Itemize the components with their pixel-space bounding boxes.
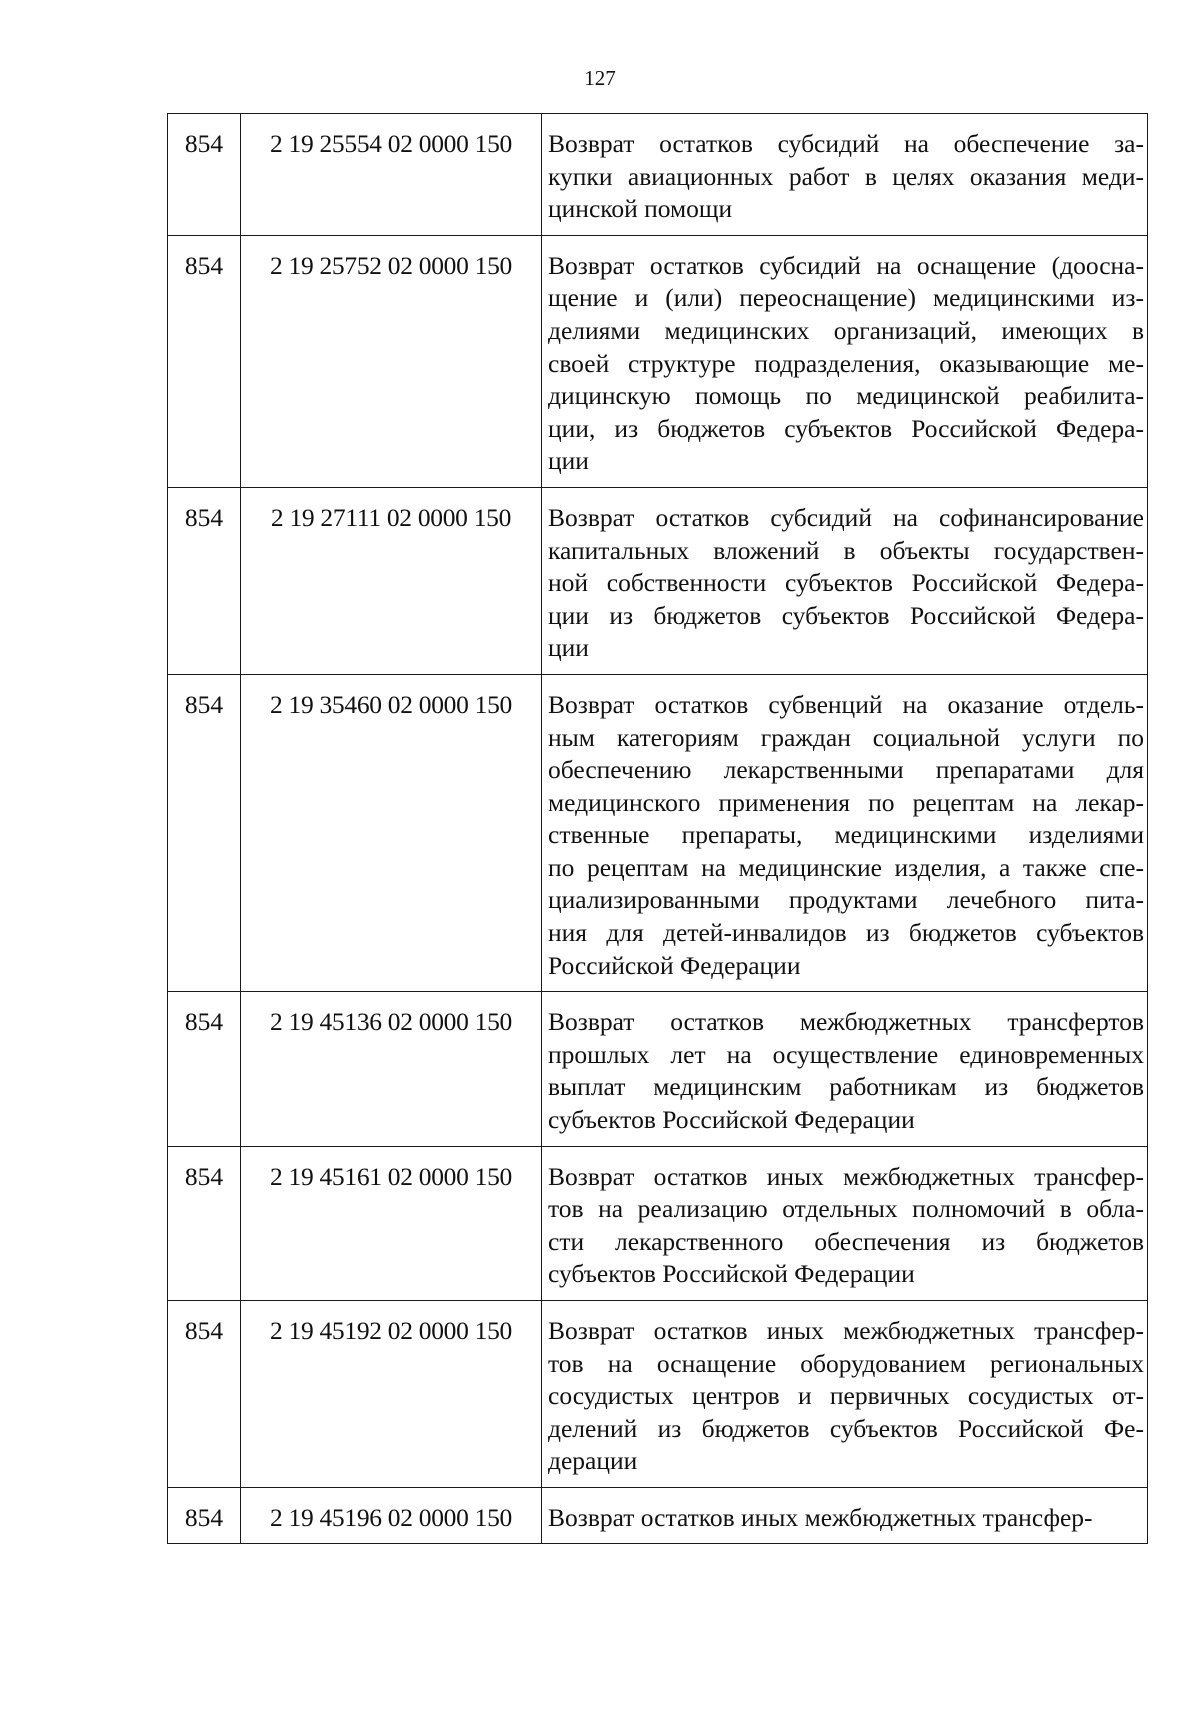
admin-code-cell: 854 <box>168 235 241 487</box>
description-line: ной собственности субъектов Российской Федера- <box>548 568 1144 598</box>
admin-code-cell: 854 <box>168 487 241 674</box>
description-cell <box>542 114 1148 236</box>
budget-classification-code-cell: 2 19 27111 02 0000 150 <box>241 487 542 674</box>
description-line: купки авиационных работ в целях оказания меди- <box>548 161 1144 191</box>
description-line: ственные препараты, медицинскими изделиями <box>548 820 1144 850</box>
description-line: Возврат остатков субсидий на обеспечение за- <box>548 129 1144 158</box>
description-line: капитальных вложений в объекты государствен- <box>548 535 1144 565</box>
table-row <box>168 992 1148 1146</box>
budget-classification-code-cell: 2 19 45192 02 0000 150 <box>241 1301 542 1488</box>
admin-code-cell: 854 <box>168 1301 241 1488</box>
admin-code-cell: 854 <box>168 1487 241 1543</box>
description-cell <box>542 1301 1148 1488</box>
budget-classification-code-cell: 2 19 45136 02 0000 150 <box>241 992 542 1146</box>
admin-code-cell: 854 <box>168 992 241 1146</box>
description-line: делений из бюджетов субъектов Российской Фе- <box>548 1413 1144 1443</box>
table-body <box>168 114 1148 1544</box>
description-line: ции <box>548 633 589 663</box>
description-line: циализированными продуктами лечебного пита- <box>548 885 1144 915</box>
description-line: ным категориям граждан социальной услуги по <box>548 722 1144 752</box>
budget-classification-code-cell: 2 19 25752 02 0000 150 <box>241 235 542 487</box>
budget-classification-code-cell: 2 19 45161 02 0000 150 <box>241 1146 542 1300</box>
description-cell <box>542 1487 1148 1543</box>
description-line: выплат медицинским работникам из бюджетов <box>548 1072 1144 1102</box>
description-line: субъектов Российской Федерации <box>548 1105 915 1135</box>
description-line: Возврат остатков межбюджетных трансфертов <box>548 1007 1144 1037</box>
page-number: 127 <box>584 66 616 90</box>
description-line: Возврат остатков субсидий на оснащение (доосна- <box>548 250 1144 280</box>
description-line: своей структуре подразделения, оказывающие ме- <box>548 348 1144 378</box>
table-row <box>168 1301 1148 1488</box>
description-line: Возврат остатков субсидий на софинансирование <box>548 502 1144 532</box>
description-line: ния для детей-инвалидов из бюджетов субъектов <box>548 918 1144 948</box>
admin-code-cell: 854 <box>168 114 241 236</box>
table-row <box>168 674 1148 991</box>
description-line: щение и (или) переоснащение) медицинскими из- <box>548 283 1144 313</box>
description-line: цинской помощи <box>548 194 733 224</box>
description-line: дицинскую помощь по медицинской реабилита- <box>548 381 1144 411</box>
description-line: Возврат остатков субвенций на оказание отдель- <box>548 689 1144 719</box>
description-line: ции <box>548 446 589 476</box>
description-line: Возврат остатков иных межбюджетных трансфер- <box>548 1161 1144 1191</box>
description-line: прошлых лет на осуществление единовременных <box>548 1039 1144 1069</box>
table-row <box>168 114 1148 236</box>
description-line: Российской Федерации <box>548 950 801 980</box>
description-line: сосудистых центров и первичных сосудистых от- <box>548 1381 1144 1411</box>
budget-codes-table <box>167 113 1148 1544</box>
description-line: дерации <box>548 1446 638 1476</box>
description-line: по рецептам на медицинские изделия, а также спе- <box>548 852 1144 882</box>
description-line: тов на оснащение оборудованием региональных <box>548 1348 1144 1378</box>
budget-classification-code-cell: 2 19 25554 02 0000 150 <box>241 114 542 236</box>
description-cell <box>542 1146 1148 1300</box>
description-cell <box>542 235 1148 487</box>
table-row <box>168 1487 1148 1543</box>
table-row <box>168 235 1148 487</box>
description-line: делиями медицинских организаций, имеющих в <box>548 315 1144 345</box>
description-cell <box>542 487 1148 674</box>
budget-classification-code-cell: 2 19 45196 02 0000 150 <box>241 1487 542 1543</box>
description-line: ции из бюджетов субъектов Российской Федера- <box>548 600 1144 630</box>
description-line: Возврат остатков иных межбюджетных трансфер- <box>548 1502 1093 1532</box>
description-line: ции, из бюджетов субъектов Российской Федера- <box>548 413 1144 443</box>
description-cell <box>542 992 1148 1146</box>
table-row <box>168 487 1148 674</box>
description-line: медицинского применения по рецептам на лекар- <box>548 787 1144 817</box>
admin-code-cell: 854 <box>168 1146 241 1300</box>
description-line: Возврат остатков иных межбюджетных трансфер- <box>548 1316 1144 1345</box>
budget-classification-code-cell: 2 19 35460 02 0000 150 <box>241 674 542 991</box>
description-line: тов на реализацию отдельных полномочий в обла- <box>548 1194 1144 1224</box>
description-line: субъектов Российской Федерации <box>548 1259 915 1289</box>
description-cell <box>542 674 1148 991</box>
table-row <box>168 1146 1148 1300</box>
admin-code-cell: 854 <box>168 674 241 991</box>
description-line: обеспечению лекарственными препаратами для <box>548 755 1144 785</box>
description-line: сти лекарственного обеспечения из бюджетов <box>548 1226 1144 1256</box>
